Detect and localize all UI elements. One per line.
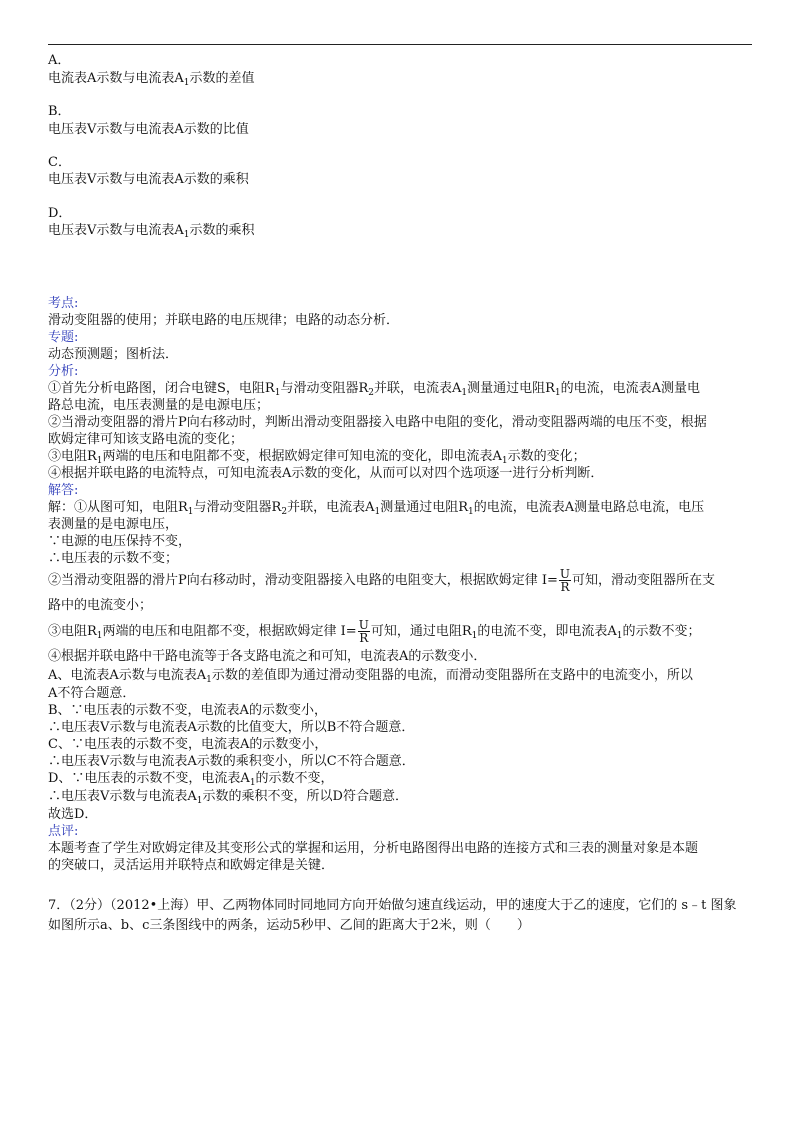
jieda-line-17: 故选D． [48, 807, 98, 822]
jieda-label: 解答: [48, 483, 79, 498]
q7-line-2: 如图所示a、b、c三条图线中的两条，运动5秒甲、乙间的距离大于2米，则（ ） [48, 918, 530, 933]
jieda-line-11: B、∵电压表的示数不变，电流表A的示数变小， [48, 703, 327, 718]
jieda-line-1: 解：①从图可知，电阻$R_1$与滑动变阻器$R_2$并联，电流表$A_1$测量通过电阻$R_1$的电流，电流表A测量电路总电流，电压 [48, 500, 705, 517]
fenxi-line-5: ③电阻$R_1$两端的电压和电阻都不变，根据欧姆定律可知电流的变化，即电流表$A_1$示数的变化； [48, 449, 586, 466]
fenxi-line-4: 欧姆定律可知该支路电流的变化； [48, 432, 244, 447]
jieda-line-8: ④根据并联电路中干路电流等于各支路电流之和可知，电流表A的示数变小． [48, 649, 487, 664]
dianping-line-1: 本题考查了学生对欧姆定律及其变形公式的掌握和运用，分析电路图得出电路的连接方式和三表的测量对象是本题 [48, 841, 699, 856]
fenxi-line-2: 路总电流，电压表测量的是电源电压； [48, 398, 270, 413]
dianping-line-2: 的突破口，灵活运用并联特点和欧姆定律是关键． [48, 858, 335, 873]
kaodian-label: 考点: [48, 296, 79, 311]
option-c-letter: C． [48, 155, 71, 170]
jieda-line-4: ∴电压表的示数不变； [48, 551, 179, 566]
fenxi-line-1: ①首先分析电路图，闭合电键S，电阻$R_1$与滑动变阻器$R_2$并联，电流表$A_1$测量通过电阻$R_1$的电流，电流表A测量电 [48, 381, 701, 398]
jieda-line-15: D、∵电压表的示数不变，电流表$A_1$的示数不变， [48, 771, 334, 788]
jieda-line-14: ∴电压表V示数与电流表A示数的乘积变小，所以C不符合题意． [48, 754, 415, 769]
fenxi-label: 分析: [48, 364, 79, 379]
fenxi-line-6: ④根据并联电路的电流特点，可知电流表A示数的变化，从而可以对四个选项逐一进行分析判断． [48, 466, 604, 481]
option-b-letter: B． [48, 104, 71, 119]
jieda-line-6: 路中的电流变小； [48, 598, 153, 613]
top-rule [48, 44, 752, 45]
ohm-fraction-2: $\frac{U}{R}$ [358, 618, 369, 645]
jieda-line-12: ∴电压表V示数与电流表A示数的比值变大，所以B不符合题意． [48, 720, 415, 735]
jieda-line-3: ∵电源的电压保持不变， [48, 534, 192, 549]
fenxi-line-3: ②当滑动变阻器的滑片P向右移动时，判断出滑动变阻器接入电路中电阻的变化，滑动变阻器两端的电压不变，根据 [48, 415, 707, 430]
option-c-text: 电压表V示数与电流表A示数的乘积 [48, 172, 249, 187]
jieda-line-7: ③电阻$R_1$两端的电压和电阻都不变，根据欧姆定律 I= $\frac{U}{R}$ 可知，通过电阻$R_1$的电流不变，即电流表$A_1$的示数不变； [48, 618, 701, 645]
option-b-text: 电压表V示数与电流表A示数的比值 [48, 122, 249, 137]
option-d-letter: D． [48, 206, 72, 221]
zhuanti-label: 专题: [48, 330, 79, 345]
option-a-letter: A． [48, 53, 71, 68]
jieda-line-10: A不符合题意． [48, 686, 136, 701]
jieda-line-2: 表测量的是电源电压， [48, 517, 179, 532]
option-d-text: 电压表V示数与电流表$A_1$示数的乘积 [48, 223, 255, 240]
dianping-label: 点评: [48, 824, 79, 839]
jieda-line-16: ∴电压表V示数与电流表$A_1$示数的乘积不变，所以D符合题意． [48, 789, 408, 806]
q7-line-1: 7．（2分）（2012•上海）甲、乙两物体同时同地同方向开始做匀速直线运动，甲的速度大于乙的速度，它们的 s﹣t 图象 [48, 898, 737, 913]
jieda-line-5: ②当滑动变阻器的滑片P向右移动时，滑动变阻器接入电路的电阻变大，根据欧姆定律 I= $\frac{U}{R}$ 可知，滑动变阻器所在支 [48, 567, 716, 594]
jieda-line-9: A、电流表A示数与电流表$A_1$示数的差值即为通过滑动变阻器的电流，而滑动变阻器所在支路中的电流变小，所以 [48, 668, 693, 685]
kaodian-text: 滑动变阻器的使用；并联电路的电压规律；电路的动态分析． [48, 313, 400, 328]
jieda-line-13: C、∵电压表的示数不变，电流表A的示数变小， [48, 737, 328, 752]
option-a-text: 电流表A示数与电流表$A_1$示数的差值 [48, 71, 255, 88]
ohm-fraction-1: $\frac{U}{R}$ [559, 567, 571, 594]
zhuanti-text: 动态预测题；图析法． [48, 347, 179, 362]
